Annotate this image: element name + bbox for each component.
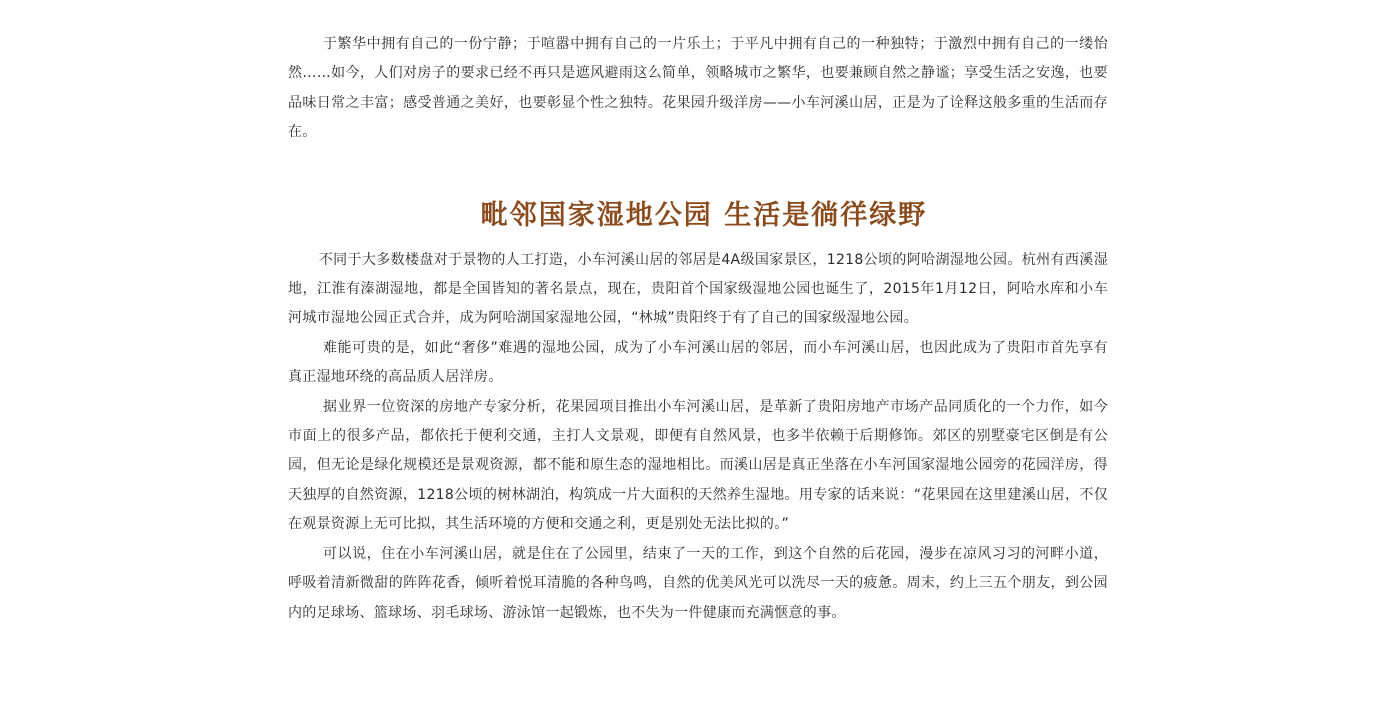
body-paragraph: 据业界一位资深的房地产专家分析，花果园项目推出小车河溪山居，是革新了贵阳房地产市场产品同质化的一个力作，如今市面上的很多产品，都依托于便利交通，主打人文景观，即便有自然风景，也多半依赖于后期修饰。郊区的别墅豪宅区倒是有公园，但无论是绿化规模还是景观资源，都不能和原生态的湿地相比。而溪山居是真正坐落在小车河国家湿地公园旁的花园洋房，得天独厚的自然资源，1218公顷的树林湖泊，构筑成一片大面积的天然养生湿地。用专家的话来说：“花果园在这里建溪山居，不仅在观景资源上无可比拟，其生活环境的方便和交通之利，更是别处无法比拟的。” <box>288 398 1108 533</box>
article-content <box>288 30 1108 628</box>
body-paragraph: 难能可贵的是，如此“奢侈”难遇的湿地公园，成为了小车河溪山居的邻居，而小车河溪山居，也因此成为了贵阳市首先享有真正湿地环绕的高品质人居洋房。 <box>288 339 1108 386</box>
body-paragraph: 可以说，住在小车河溪山居，就是住在了公园里，结束了一天的工作，到这个自然的后花园，漫步在凉风习习的河畔小道，呼吸着清新微甜的阵阵花香，倾听着悦耳清脆的各种鸟鸣，自然的优美风光可以洗尽一天的疲惫。周末，约上三五个朋友，到公园内的足球场、篮球场、羽毛球场、游泳馆一起锻炼，也不失为一件健康而充满惬意的事。 <box>288 545 1108 621</box>
intro-paragraph: 于繁华中拥有自己的一份宁静；于喧嚣中拥有自己的一片乐土；于平凡中拥有自己的一种独特；于激烈中拥有自己的一缕怡然……如今，人们对房子的要求已经不再只是遮风避雨这么简单，领略城市之繁华，也要兼顾自然之静谧；享受生活之安逸，也要品味日常之丰富；感受普通之美好，也要彰显个性之独特。花果园升级洋房——小车河溪山居，正是为了诠释这般多重的生活而存在。 <box>288 36 1108 141</box>
section-heading: 毗邻国家湿地公园 生活是徜徉绿野 <box>480 199 928 231</box>
body-paragraph: 不同于大多数楼盘对于景物的人工打造，小车河溪山居的邻居是4A级国家景区，1218公顷的阿哈湖湿地公园。杭州有西溪湿地，江淮有溱湖湿地，都是全国皆知的著名景点，现在，贵阳首个国家级湿地公园也诞生了，2015年1月12日，阿哈水库和小车河城市湿地公园正式合并，成为阿哈湖国家湿地公园，“林城”贵阳终于有了自己的国家级湿地公园。 <box>288 251 1108 327</box>
